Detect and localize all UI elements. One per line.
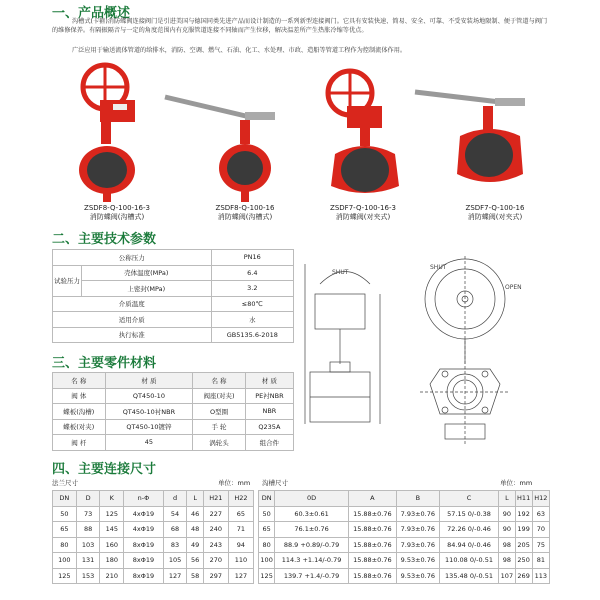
tech-temp-label: 介质温度 bbox=[53, 296, 212, 312]
mat-part-material: Q235A bbox=[245, 419, 293, 435]
product-name-3: 消防蝶阀(对夹式) bbox=[335, 213, 391, 221]
groove-cell: 7.93±0.76 bbox=[396, 522, 439, 538]
groove-cell: 57.15 0/-0.38 bbox=[439, 506, 498, 522]
flange-cell: 4xΦ19 bbox=[124, 506, 164, 522]
flange-cell: 65 bbox=[228, 506, 253, 522]
table-row bbox=[259, 537, 550, 553]
flange-cell: 125 bbox=[53, 568, 77, 584]
mat-part-name: 阀 杆 bbox=[53, 435, 106, 451]
flange-cell: 105 bbox=[163, 553, 187, 569]
flange-cell: 4xΦ19 bbox=[124, 522, 164, 538]
groove-cell: 63 bbox=[532, 506, 549, 522]
flange-header-cell: d bbox=[163, 491, 187, 507]
mat-part-material: PE衬NBR bbox=[245, 388, 293, 404]
flange-cell: 110 bbox=[228, 553, 253, 569]
groove-cell: 15.88±0.76 bbox=[348, 553, 396, 569]
mat-header-material: 材 质 bbox=[245, 373, 293, 389]
groove-cell: 7.93±0.76 bbox=[396, 537, 439, 553]
product-model-3: ZSDF7-Q-100-16-3 bbox=[330, 204, 396, 212]
groove-cell: 60.3±0.61 bbox=[275, 506, 349, 522]
groove-cell: 15.88±0.76 bbox=[348, 568, 396, 584]
flange-cell: 240 bbox=[203, 522, 228, 538]
mat-part-material: 组合件 bbox=[245, 435, 293, 451]
groove-cell: 81 bbox=[532, 553, 549, 569]
flange-cell: 88 bbox=[76, 522, 100, 538]
groove-header-cell: 0D bbox=[275, 491, 349, 507]
groove-cell: 88.9 +0.89/-0.79 bbox=[275, 537, 349, 553]
product-model-1: ZSDF8-Q-100-16-3 bbox=[84, 204, 150, 212]
groove-header-cell: A bbox=[348, 491, 396, 507]
groove-cell: 139.7 +1.4/-0.79 bbox=[275, 568, 349, 584]
table-row bbox=[53, 506, 254, 522]
section-title-parts: 三、主要零件材料 bbox=[52, 356, 157, 371]
groove-cell: 110.08 0/-0.51 bbox=[439, 553, 498, 569]
groove-cell: 199 bbox=[515, 522, 532, 538]
groove-cell: 269 bbox=[515, 568, 532, 584]
mat-part-name: 蝶板(对夹) bbox=[53, 419, 106, 435]
groove-cell: 72.26 0/-0.46 bbox=[439, 522, 498, 538]
flange-unit: 单位：mm bbox=[218, 479, 251, 487]
groove-cell: 80 bbox=[259, 537, 275, 553]
mat-part-name: 阀座(对夹) bbox=[193, 388, 246, 404]
tech-temp-value: ≤80℃ bbox=[211, 296, 293, 312]
flange-cell: 180 bbox=[100, 553, 124, 569]
groove-header-cell: L bbox=[499, 491, 515, 507]
flange-cell: 127 bbox=[228, 568, 253, 584]
flange-header-cell: n-Φ bbox=[124, 491, 164, 507]
mat-part-material: 45 bbox=[105, 435, 193, 451]
section-title-overview: 一、产品概述 bbox=[52, 6, 131, 21]
flange-cell: 125 bbox=[100, 506, 124, 522]
flange-cell: 297 bbox=[203, 568, 228, 584]
section-title-connection: 四、主要连接尺寸 bbox=[52, 462, 157, 477]
mat-header-material: 材 质 bbox=[105, 373, 193, 389]
flange-cell: 80 bbox=[53, 537, 77, 553]
product-name-2: 消防蝶阀(沟槽式) bbox=[217, 213, 273, 221]
product-model-4: ZSDF7-Q-100-16 bbox=[465, 204, 525, 212]
groove-cell: 15.88±0.76 bbox=[348, 506, 396, 522]
tech-seal-value: 3.2 bbox=[211, 281, 293, 297]
groove-cell: 114.3 +1.14/-0.79 bbox=[275, 553, 349, 569]
groove-header-cell: B bbox=[396, 491, 439, 507]
table-row bbox=[53, 553, 254, 569]
groove-header-cell: DN bbox=[259, 491, 275, 507]
groove-cell: 9.53±0.76 bbox=[396, 568, 439, 584]
groove-cell: 50 bbox=[259, 506, 275, 522]
groove-header-cell: H11 bbox=[515, 491, 532, 507]
product-model-2: ZSDF8-Q-100-16 bbox=[215, 204, 275, 212]
tech-test-label: 试验压力 bbox=[53, 265, 82, 296]
table-row bbox=[53, 537, 254, 553]
flange-cell: 49 bbox=[187, 537, 203, 553]
mat-header-name: 名 称 bbox=[53, 373, 106, 389]
flange-cell: 8xΦ19 bbox=[124, 553, 164, 569]
section-title-specs: 二、主要技术参数 bbox=[52, 232, 157, 247]
groove-cell: 107 bbox=[499, 568, 515, 584]
intro-paragraph-1: 沟槽式(卡箍)消防蝶阀连接阀门是引进美国与德国同类先进产品而设计制造的一系列新型连接阀门。它具有安装快速、简易、安全、可靠、不受安装场地限制、便于管道与阀门的维修保养。有隔振隔音与一定的角度范围内有克服管道连接不同轴而产生位移，解决温差所产生热胀冷缩等优点。 bbox=[52, 18, 548, 34]
flange-header-cell: H22 bbox=[228, 491, 253, 507]
flange-cell: 46 bbox=[187, 506, 203, 522]
groove-table bbox=[258, 490, 550, 584]
groove-header-cell: H12 bbox=[532, 491, 549, 507]
groove-cell: 113 bbox=[532, 568, 549, 584]
flange-cell: 48 bbox=[187, 522, 203, 538]
flange-cell: 145 bbox=[100, 522, 124, 538]
table-row bbox=[53, 522, 254, 538]
flange-cell: 153 bbox=[76, 568, 100, 584]
tech-nominal-value: PN16 bbox=[211, 250, 293, 266]
flange-header-cell: D bbox=[76, 491, 100, 507]
tech-shell-label: 壳体温度(MPa) bbox=[82, 265, 212, 281]
table-row bbox=[259, 568, 550, 584]
mat-part-material: QT450-10衬NBR bbox=[105, 404, 193, 420]
tech-shell-value: 6.4 bbox=[211, 265, 293, 281]
flange-header-cell: H21 bbox=[203, 491, 228, 507]
valve-image-2 bbox=[160, 92, 290, 202]
flange-cell: 243 bbox=[203, 537, 228, 553]
mat-part-material: QT450-10镀锌 bbox=[105, 419, 193, 435]
flange-cell: 270 bbox=[203, 553, 228, 569]
groove-cell: 98 bbox=[499, 537, 515, 553]
table-row bbox=[53, 435, 294, 451]
groove-cell: 100 bbox=[259, 553, 275, 569]
groove-cell: 250 bbox=[515, 553, 532, 569]
mat-part-name: O型圈 bbox=[193, 404, 246, 420]
groove-cell: 15.88±0.76 bbox=[348, 522, 396, 538]
valve-image-3 bbox=[315, 68, 415, 200]
tech-std-value: GB5135.6-2018 bbox=[211, 327, 293, 343]
groove-cell: 15.88±0.76 bbox=[348, 537, 396, 553]
flange-cell: 8xΦ19 bbox=[124, 537, 164, 553]
groove-cell: 75 bbox=[532, 537, 549, 553]
mat-header-name: 名 称 bbox=[193, 373, 246, 389]
flange-cell: 8xΦ19 bbox=[124, 568, 164, 584]
table-row bbox=[53, 404, 294, 420]
flange-cell: 58 bbox=[187, 568, 203, 584]
groove-cell: 205 bbox=[515, 537, 532, 553]
flange-cell: 210 bbox=[100, 568, 124, 584]
flange-header-cell: L bbox=[187, 491, 203, 507]
flange-cell: 100 bbox=[53, 553, 77, 569]
product-name-1: 消防蝶阀(沟槽式) bbox=[89, 213, 145, 221]
flange-cell: 65 bbox=[53, 522, 77, 538]
tech-medium-label: 适用介质 bbox=[53, 312, 212, 328]
flange-cell: 94 bbox=[228, 537, 253, 553]
groove-cell: 192 bbox=[515, 506, 532, 522]
table-row bbox=[259, 553, 550, 569]
flange-cell: 131 bbox=[76, 553, 100, 569]
groove-unit: 单位：mm bbox=[500, 479, 533, 487]
flange-cell: 71 bbox=[228, 522, 253, 538]
tech-seal-label: 上密封(MPa) bbox=[82, 281, 212, 297]
flange-cell: 50 bbox=[53, 506, 77, 522]
valve-image-1 bbox=[55, 62, 165, 202]
tech-medium-value: 水 bbox=[211, 312, 293, 328]
groove-cell: 70 bbox=[532, 522, 549, 538]
product-name-4: 消防蝶阀(对夹式) bbox=[467, 213, 523, 221]
mat-part-name: 涡轮头 bbox=[193, 435, 246, 451]
flange-cell: 160 bbox=[100, 537, 124, 553]
flange-label: 法兰尺寸 bbox=[52, 479, 78, 487]
flange-cell: 54 bbox=[163, 506, 187, 522]
groove-cell: 76.1±0.76 bbox=[275, 522, 349, 538]
flange-cell: 56 bbox=[187, 553, 203, 569]
valve-image-4 bbox=[405, 80, 545, 200]
mat-part-name: 蝶板(沟槽) bbox=[53, 404, 106, 420]
intro-paragraph-2: 广泛应用于输送流体管道的给排水，消防、空调、燃气、石油、化工、水处理、市政、造船等管道工程作为控制流体作用。 bbox=[72, 47, 407, 54]
table-row bbox=[53, 568, 254, 584]
flange-cell: 227 bbox=[203, 506, 228, 522]
mat-part-name: 手 轮 bbox=[193, 419, 246, 435]
flange-header-cell: DN bbox=[53, 491, 77, 507]
tech-std-label: 执行标准 bbox=[53, 327, 212, 343]
mat-part-name: 阀 体 bbox=[53, 388, 106, 404]
groove-cell: 98 bbox=[499, 553, 515, 569]
flange-cell: 68 bbox=[163, 522, 187, 538]
tech-params-table bbox=[52, 249, 294, 343]
groove-cell: 90 bbox=[499, 522, 515, 538]
groove-cell: 84.94 0/-0.46 bbox=[439, 537, 498, 553]
table-row bbox=[53, 388, 294, 404]
drawing-label-top: SHUT bbox=[332, 269, 349, 276]
groove-cell: 9.53±0.76 bbox=[396, 553, 439, 569]
groove-header-cell: C bbox=[439, 491, 498, 507]
flange-cell: 103 bbox=[76, 537, 100, 553]
groove-cell: 7.93±0.76 bbox=[396, 506, 439, 522]
table-row bbox=[259, 506, 550, 522]
drawing-label-side: OPEN bbox=[505, 284, 522, 291]
flange-header-cell: K bbox=[100, 491, 124, 507]
flange-table bbox=[52, 490, 254, 584]
materials-table bbox=[52, 372, 294, 451]
groove-cell: 65 bbox=[259, 522, 275, 538]
groove-cell: 125 bbox=[259, 568, 275, 584]
groove-cell: 90 bbox=[499, 506, 515, 522]
groove-cell: 135.48 0/-0.51 bbox=[439, 568, 498, 584]
valve-technical-drawing bbox=[300, 254, 570, 444]
flange-cell: 127 bbox=[163, 568, 187, 584]
mat-part-material: QT450-10 bbox=[105, 388, 193, 404]
mat-part-material: NBR bbox=[245, 404, 293, 420]
drawing-label-mid: SHUT bbox=[430, 264, 447, 271]
groove-label: 沟槽尺寸 bbox=[262, 479, 288, 487]
table-row bbox=[259, 522, 550, 538]
flange-cell: 83 bbox=[163, 537, 187, 553]
flange-cell: 73 bbox=[76, 506, 100, 522]
tech-nominal-label: 公称压力 bbox=[53, 250, 212, 266]
table-row bbox=[53, 419, 294, 435]
